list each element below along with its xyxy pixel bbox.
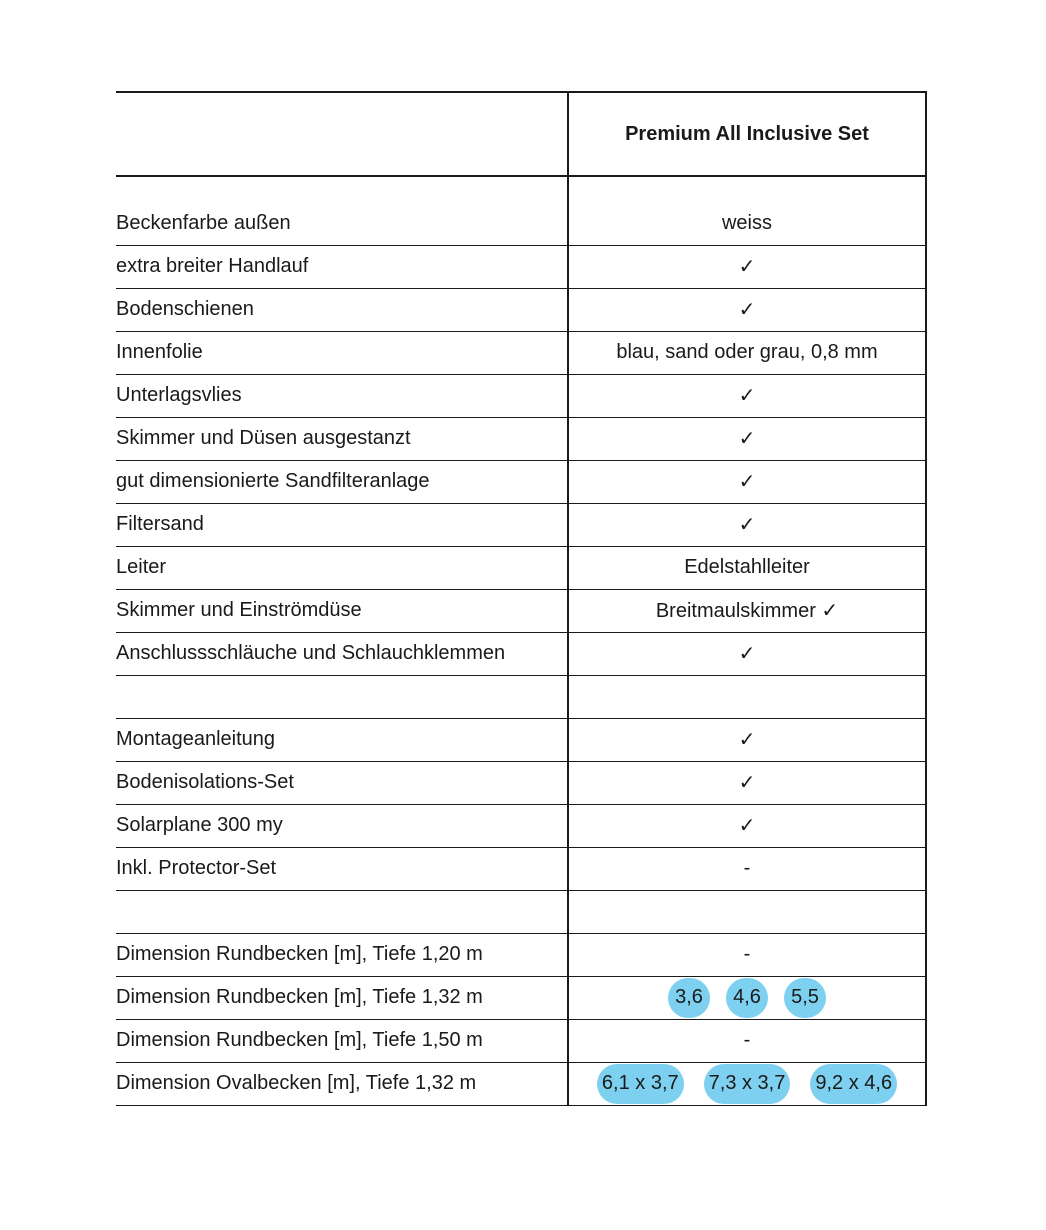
check-mark: ✓ xyxy=(568,288,926,331)
size-badge: 9,2 x 4,6 xyxy=(810,1064,897,1104)
table-row xyxy=(116,176,926,245)
check-mark: ✓ xyxy=(568,632,926,675)
table-row xyxy=(116,718,926,761)
check-mark: ✓ xyxy=(568,245,926,288)
table-row xyxy=(116,245,926,288)
row-label xyxy=(116,890,568,933)
row-label: Solarplane 300 my xyxy=(116,804,568,847)
row-label: Bodenschienen xyxy=(116,288,568,331)
row-label: Skimmer und Düsen ausgestanzt xyxy=(116,417,568,460)
row-label: Unterlagsvlies xyxy=(116,374,568,417)
check-mark: ✓ xyxy=(568,503,926,546)
table-row xyxy=(116,503,926,546)
row-value xyxy=(568,890,926,933)
row-value: Edelstahlleiter xyxy=(568,546,926,589)
row-label: gut dimensionierte Sandfilteranlage xyxy=(116,460,568,503)
table-row xyxy=(116,632,926,675)
row-label: Skimmer und Einströmdüse xyxy=(116,589,568,632)
check-mark: ✓ xyxy=(568,804,926,847)
table-row xyxy=(116,761,926,804)
table-header-row xyxy=(116,92,926,176)
table-row xyxy=(116,1019,926,1062)
size-badge: 4,6 xyxy=(726,978,768,1018)
row-label: Innenfolie xyxy=(116,331,568,374)
row-label: Dimension Rundbecken [m], Tiefe 1,20 m xyxy=(116,933,568,976)
row-label: Leiter xyxy=(116,546,568,589)
size-badge: 7,3 x 3,7 xyxy=(704,1064,791,1104)
row-label: extra breiter Handlauf xyxy=(116,245,568,288)
row-label: Dimension Rundbecken [m], Tiefe 1,32 m xyxy=(116,976,568,1019)
size-options xyxy=(568,1062,926,1105)
check-mark: ✓ xyxy=(568,417,926,460)
size-badge: 6,1 x 3,7 xyxy=(597,1064,684,1104)
round-size-badges xyxy=(569,978,925,1018)
table-row xyxy=(116,546,926,589)
table-row xyxy=(116,374,926,417)
table-row xyxy=(116,847,926,890)
table-row xyxy=(116,1062,926,1105)
row-label: Beckenfarbe außen xyxy=(116,176,568,245)
table-row xyxy=(116,804,926,847)
table-row xyxy=(116,460,926,503)
table-row xyxy=(116,589,926,632)
header-empty-cell xyxy=(116,92,568,176)
table-row xyxy=(116,976,926,1019)
check-mark: ✓ xyxy=(568,374,926,417)
table-row xyxy=(116,331,926,374)
row-value xyxy=(568,675,926,718)
row-value: - xyxy=(568,1019,926,1062)
row-label: Montageanleitung xyxy=(116,718,568,761)
row-label: Dimension Ovalbecken [m], Tiefe 1,32 m xyxy=(116,1062,568,1105)
size-badge: 3,6 xyxy=(668,978,710,1018)
row-label: Anschlussschläuche und Schlauchklemmen xyxy=(116,632,568,675)
row-label xyxy=(116,675,568,718)
row-value: - xyxy=(568,933,926,976)
row-label: Inkl. Protector-Set xyxy=(116,847,568,890)
row-value: weiss xyxy=(568,176,926,245)
table-row xyxy=(116,933,926,976)
check-mark: ✓ xyxy=(568,460,926,503)
table-row xyxy=(116,417,926,460)
check-mark: ✓ xyxy=(568,761,926,804)
size-options xyxy=(568,976,926,1019)
row-label: Filtersand xyxy=(116,503,568,546)
check-mark: ✓ xyxy=(568,718,926,761)
spacer-row xyxy=(116,675,926,718)
column-title: Premium All Inclusive Set xyxy=(568,92,926,176)
row-value: - xyxy=(568,847,926,890)
row-value: blau, sand oder grau, 0,8 mm xyxy=(568,331,926,374)
row-value: Breitmaulskimmer ✓ xyxy=(568,589,926,632)
spec-table xyxy=(116,91,927,1106)
table-row xyxy=(116,288,926,331)
row-label: Dimension Rundbecken [m], Tiefe 1,50 m xyxy=(116,1019,568,1062)
size-badge: 5,5 xyxy=(784,978,826,1018)
oval-size-badges xyxy=(569,1064,925,1104)
spacer-row xyxy=(116,890,926,933)
row-label: Bodenisolations-Set xyxy=(116,761,568,804)
